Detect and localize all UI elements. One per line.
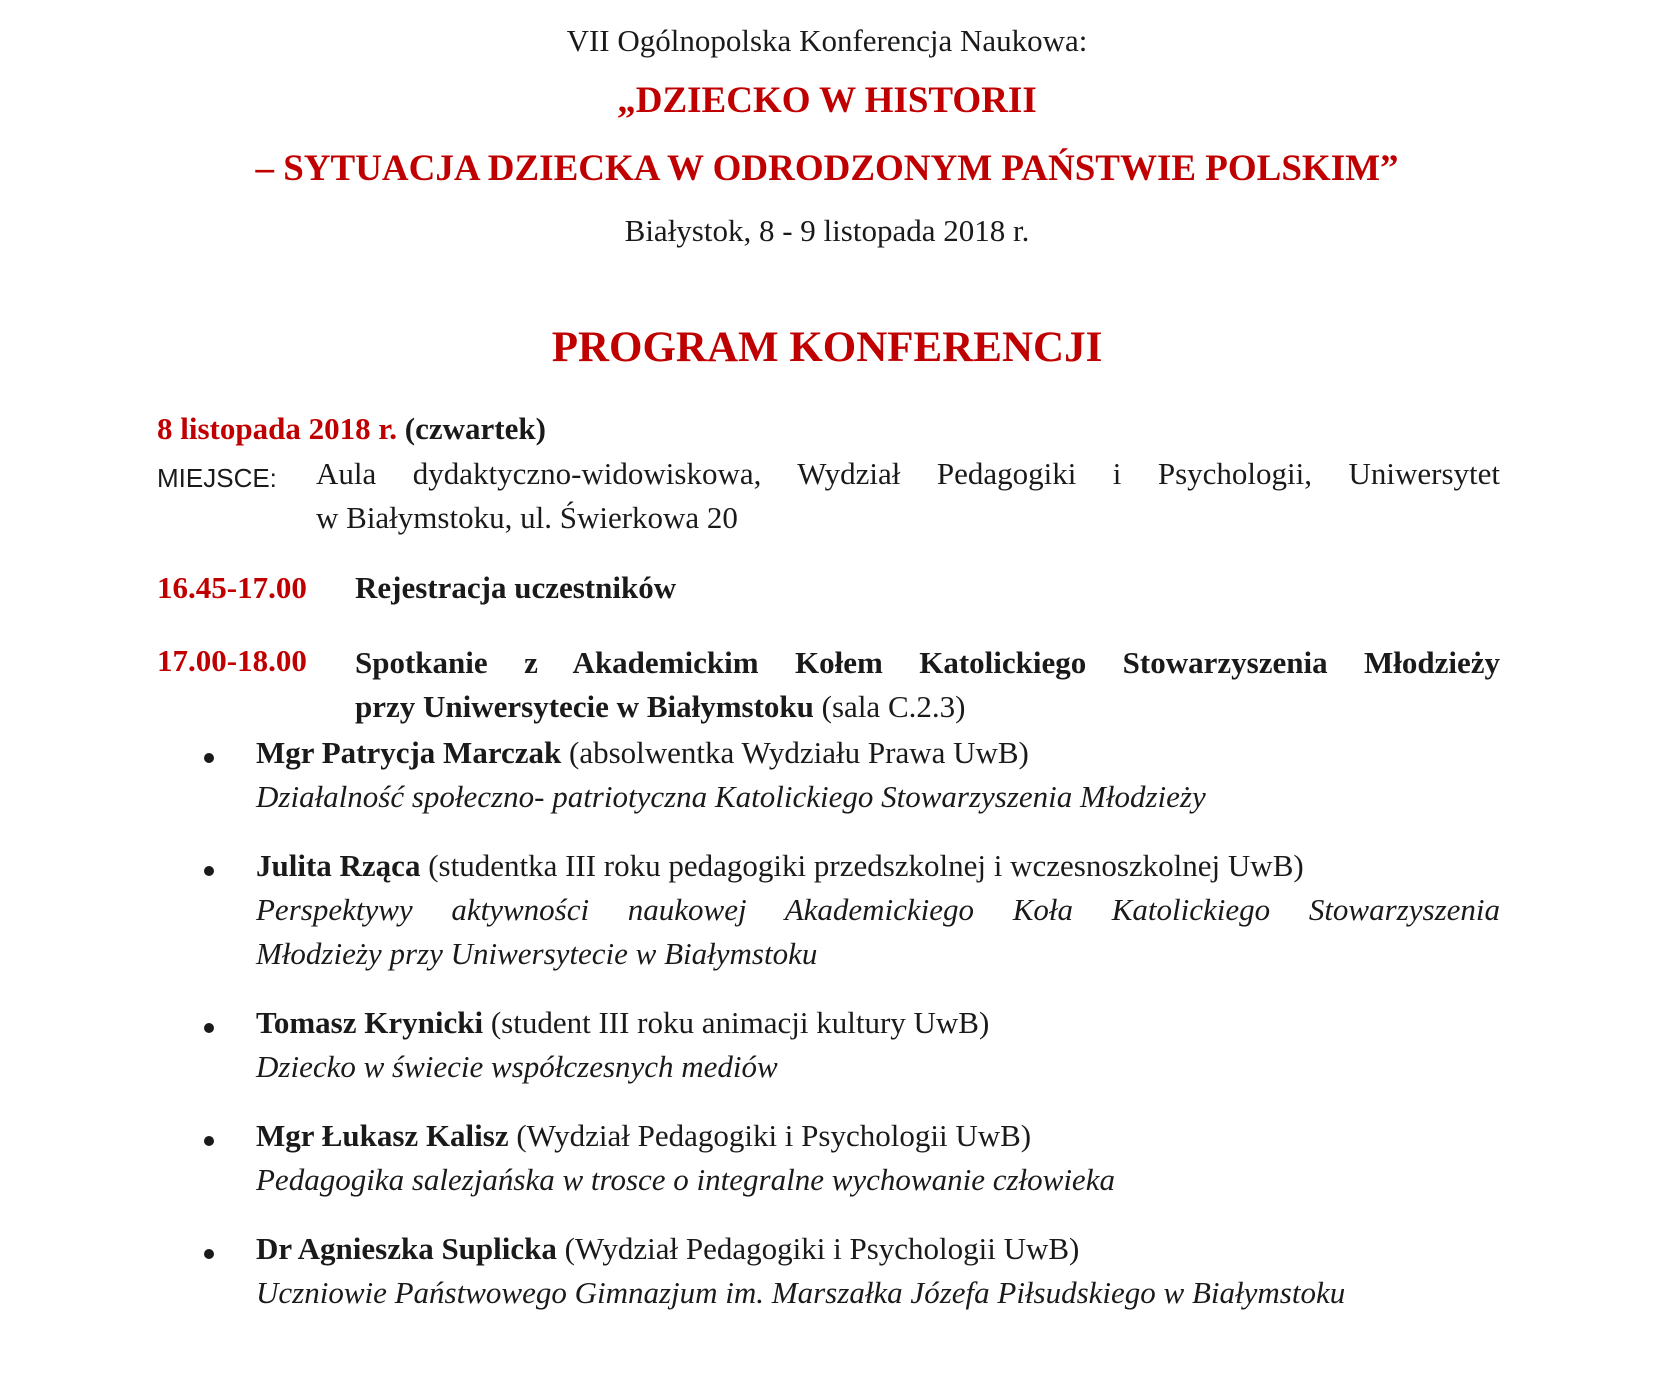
speaker-name: Dr Agnieszka Suplicka [256,1231,557,1266]
speaker-topic-line1: Perspektywy aktywności naukowej Akademickiego Koła Katolickiego Stowarzyszenia [256,892,1500,927]
speaker-topic [256,888,1500,976]
speaker-name: Mgr Łukasz Kalisz [256,1118,509,1153]
bullet-icon [204,866,214,876]
speaker-name: Mgr Patrycja Marczak [256,735,562,770]
bullet-icon [204,1249,214,1259]
speaker-affiliation: (student III roku animacji kultury UwB) [490,1005,990,1040]
venue-label: MIEJSCE: [157,463,277,493]
speaker-header [256,1001,1500,1045]
speaker-topic-line1: Pedagogika salezjańska w trosce o integralne wychowanie człowieka [256,1162,1115,1197]
speaker-topic-line1: Uczniowie Państwowego Gimnazjum im. Marszałka Józefa Piłsudskiego w Białymstoku [256,1275,1346,1310]
speaker-topic-line1: Działalność społeczno- patriotyczna Katolickiego Stowarzyszenia Młodzieży [256,779,1206,814]
conference-title-line1: „DZIECKO W HISTORII [617,80,1037,121]
speaker-header [256,844,1500,888]
speaker-header [256,1227,1500,1271]
meeting-title-line1: Spotkanie z Akademickim Kołem Katolickiego Stowarzyszenia Młodzieży [355,645,1500,680]
day-date: 8 listopada 2018 r. [157,411,398,446]
speaker-affiliation: (studentka III roku pedagogiki przedszkolnej i wczesnoszkolnej UwB) [428,848,1304,883]
venue-address-line2: w Białymstoku, ul. Świerkowa 20 [316,500,738,535]
schedule-title-registration: Rejestracja uczestników [355,570,677,605]
speaker-topic [256,1045,1500,1089]
speaker-topic [256,775,1500,819]
meeting-room: (sala C.2.3) [821,689,966,724]
bullet-icon [204,1023,214,1033]
conference-title-line2: – SYTUACJA DZIECKA W ODRODZONYM PAŃSTWIE POLSKIM” [255,148,1399,189]
speaker-affiliation: (Wydział Pedagogiki i Psychologii UwB) [564,1231,1080,1266]
speaker-name: Julita Rząca [256,848,421,883]
meeting-title-line2: przy Uniwersytecie w Białymstoku [355,689,814,724]
schedule-time-registration: 16.45-17.00 [157,570,307,605]
speaker-affiliation: (absolwentka Wydziału Prawa UwB) [569,735,1029,770]
speaker-name: Tomasz Krynicki [256,1005,484,1040]
conference-subtitle: VII Ogólnopolska Konferencja Naukowa: [566,23,1088,58]
conference-place-date: Białystok, 8 - 9 listopada 2018 r. [624,213,1030,248]
speaker-affiliation: (Wydział Pedagogiki i Psychologii UwB) [516,1118,1032,1153]
program-heading: PROGRAM KONFERENCJI [551,324,1103,371]
speaker-topic [256,1271,1500,1315]
speaker-header [256,1114,1500,1158]
speaker-header [256,731,1500,775]
speaker-topic-line2: Młodzieży przy Uniwersytecie w Białymstoku [256,936,818,971]
speaker-topic [256,1158,1500,1202]
day-weekday: (czwartek) [404,411,546,446]
venue-address-line1: Aula dydaktyczno-widowiskowa, Wydział Pedagogiki i Psychologii, Uniwersytet [316,456,1500,491]
bullet-icon [204,753,214,763]
speaker-topic-line1: Dziecko w świecie współczesnych mediów [256,1049,778,1084]
schedule-time-meeting: 17.00-18.00 [157,643,307,678]
bullet-icon [204,1136,214,1146]
